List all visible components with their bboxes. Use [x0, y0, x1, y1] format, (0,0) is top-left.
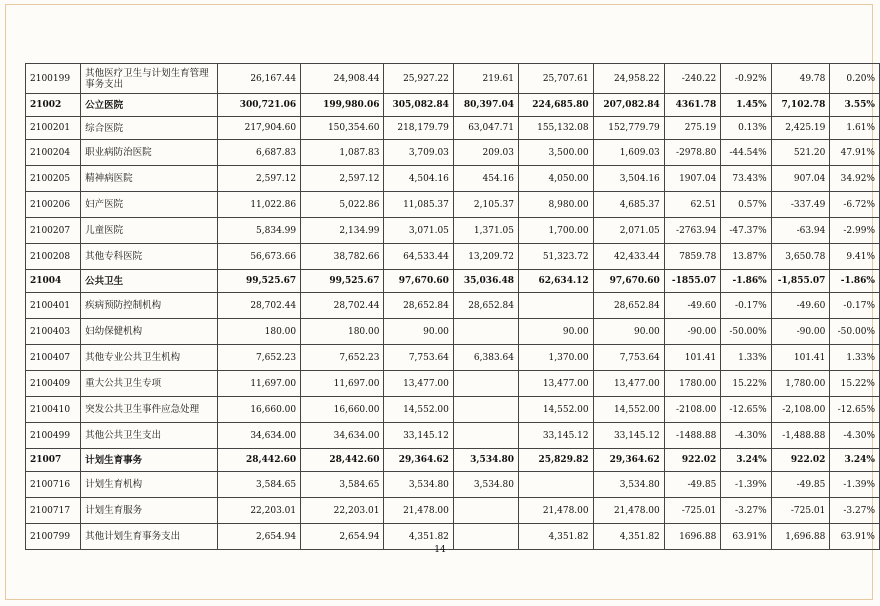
row-value-cell: 34,634.00: [217, 423, 300, 449]
row-value-cell: 1,609.03: [593, 140, 664, 166]
row-value-cell: 150,354.60: [301, 117, 384, 140]
table-row: [26, 166, 880, 192]
row-value-cell: -49.85: [664, 472, 721, 498]
row-name-cell: 其他公共卫生支出: [81, 423, 218, 449]
row-name-cell: 其他计划生育事务支出: [81, 524, 218, 550]
row-value-cell: 5,834.99: [217, 218, 300, 244]
row-value-cell: 13,477.00: [384, 371, 453, 397]
row-value-cell: -1.86%: [830, 270, 880, 293]
row-name-cell: 公立医院: [81, 94, 218, 117]
row-value-cell: [519, 293, 594, 319]
row-value-cell: 34.92%: [830, 166, 880, 192]
row-value-cell: 34,634.00: [301, 423, 384, 449]
table-row: [26, 345, 880, 371]
budget-table-body: [26, 64, 880, 550]
row-value-cell: 62,634.12: [519, 270, 594, 293]
row-value-cell: 3,534.80: [384, 472, 453, 498]
row-value-cell: 219.61: [453, 64, 518, 94]
row-value-cell: 4,685.37: [593, 192, 664, 218]
row-name-cell: 综合医院: [81, 117, 218, 140]
row-value-cell: 16,660.00: [217, 397, 300, 423]
row-name-cell: 重大公共卫生专项: [81, 371, 218, 397]
row-value-cell: 1.33%: [721, 345, 771, 371]
row-value-cell: 1,087.83: [301, 140, 384, 166]
row-value-cell: 2,071.05: [593, 218, 664, 244]
row-value-cell: 4,504.16: [384, 166, 453, 192]
row-value-cell: 25,707.61: [519, 64, 594, 94]
row-code-cell: 2100199: [26, 64, 81, 94]
row-value-cell: 33,145.12: [384, 423, 453, 449]
row-value-cell: 21,478.00: [593, 498, 664, 524]
row-value-cell: 15.22%: [721, 371, 771, 397]
row-value-cell: [453, 498, 518, 524]
row-value-cell: 305,082.84: [384, 94, 453, 117]
row-value-cell: 11,085.37: [384, 192, 453, 218]
row-value-cell: 3.55%: [830, 94, 880, 117]
row-code-cell: 21004: [26, 270, 81, 293]
row-name-cell: 职业病防治医院: [81, 140, 218, 166]
row-value-cell: 4,050.00: [519, 166, 594, 192]
row-value-cell: -1,855.07: [771, 270, 830, 293]
row-value-cell: 97,670.60: [384, 270, 453, 293]
row-value-cell: 3,500.00: [519, 140, 594, 166]
row-code-cell: 2100799: [26, 524, 81, 550]
row-name-cell: 计划生育机构: [81, 472, 218, 498]
row-value-cell: -12.65%: [830, 397, 880, 423]
row-code-cell: 2100499: [26, 423, 81, 449]
row-value-cell: 0.13%: [721, 117, 771, 140]
row-value-cell: 90.00: [384, 319, 453, 345]
row-value-cell: 922.02: [664, 449, 721, 472]
table-row: [26, 94, 880, 117]
row-value-cell: -1.39%: [721, 472, 771, 498]
row-name-cell: 其他医疗卫生与计划生育管理事务支出: [81, 64, 218, 94]
row-value-cell: 521.20: [771, 140, 830, 166]
row-value-cell: 25,927.22: [384, 64, 453, 94]
row-value-cell: 3,584.65: [217, 472, 300, 498]
row-value-cell: 1907.04: [664, 166, 721, 192]
row-value-cell: 907.04: [771, 166, 830, 192]
row-code-cell: 2100201: [26, 117, 81, 140]
row-value-cell: -49.85: [771, 472, 830, 498]
row-value-cell: 1780.00: [664, 371, 721, 397]
row-value-cell: 3,534.80: [593, 472, 664, 498]
row-value-cell: -47.37%: [721, 218, 771, 244]
row-value-cell: 29,364.62: [593, 449, 664, 472]
row-value-cell: -2108.00: [664, 397, 721, 423]
row-value-cell: 15.22%: [830, 371, 880, 397]
row-value-cell: 2,654.94: [301, 524, 384, 550]
row-value-cell: 35,036.48: [453, 270, 518, 293]
row-value-cell: 2,134.99: [301, 218, 384, 244]
row-value-cell: 38,782.66: [301, 244, 384, 270]
row-value-cell: -50.00%: [830, 319, 880, 345]
row-value-cell: 1,700.00: [519, 218, 594, 244]
row-value-cell: 47.91%: [830, 140, 880, 166]
row-value-cell: 224,685.80: [519, 94, 594, 117]
row-code-cell: 2100208: [26, 244, 81, 270]
row-value-cell: 22,203.01: [217, 498, 300, 524]
row-value-cell: 454.16: [453, 166, 518, 192]
row-value-cell: 28,702.44: [301, 293, 384, 319]
row-name-cell: 其他专科医院: [81, 244, 218, 270]
row-value-cell: 1,696.88: [771, 524, 830, 550]
row-value-cell: 3,071.05: [384, 218, 453, 244]
row-value-cell: 42,433.44: [593, 244, 664, 270]
row-code-cell: 2100207: [26, 218, 81, 244]
row-value-cell: -49.60: [664, 293, 721, 319]
row-name-cell: 妇产医院: [81, 192, 218, 218]
row-code-cell: 2100716: [26, 472, 81, 498]
row-value-cell: 28,652.84: [453, 293, 518, 319]
row-value-cell: -725.01: [664, 498, 721, 524]
row-value-cell: 199,980.06: [301, 94, 384, 117]
row-value-cell: 4,351.82: [519, 524, 594, 550]
row-value-cell: -0.17%: [721, 293, 771, 319]
row-value-cell: -2763.94: [664, 218, 721, 244]
row-value-cell: 28,442.60: [217, 449, 300, 472]
row-code-cell: 2100205: [26, 166, 81, 192]
row-value-cell: 6,687.83: [217, 140, 300, 166]
row-value-cell: 51,323.72: [519, 244, 594, 270]
row-value-cell: -3.27%: [830, 498, 880, 524]
row-value-cell: 3.24%: [830, 449, 880, 472]
row-value-cell: 26,167.44: [217, 64, 300, 94]
row-value-cell: 7,102.78: [771, 94, 830, 117]
row-value-cell: 7,652.23: [301, 345, 384, 371]
row-value-cell: 180.00: [217, 319, 300, 345]
row-value-cell: 1,780.00: [771, 371, 830, 397]
row-value-cell: 101.41: [771, 345, 830, 371]
row-value-cell: 3.24%: [721, 449, 771, 472]
row-value-cell: -1,488.88: [771, 423, 830, 449]
row-value-cell: 207,082.84: [593, 94, 664, 117]
row-value-cell: 11,022.86: [217, 192, 300, 218]
row-value-cell: 22,203.01: [301, 498, 384, 524]
table-row: [26, 423, 880, 449]
table-row: [26, 64, 880, 94]
row-value-cell: -1488.88: [664, 423, 721, 449]
row-value-cell: -50.00%: [721, 319, 771, 345]
row-value-cell: 33,145.12: [593, 423, 664, 449]
row-value-cell: 99,525.67: [217, 270, 300, 293]
row-name-cell: 疾病预防控制机构: [81, 293, 218, 319]
row-value-cell: 25,829.82: [519, 449, 594, 472]
row-value-cell: 8,980.00: [519, 192, 594, 218]
row-value-cell: 13,209.72: [453, 244, 518, 270]
row-value-cell: 6,383.64: [453, 345, 518, 371]
row-value-cell: 28,702.44: [217, 293, 300, 319]
row-value-cell: 24,958.22: [593, 64, 664, 94]
row-code-cell: 2100409: [26, 371, 81, 397]
row-value-cell: 1.61%: [830, 117, 880, 140]
row-value-cell: 14,552.00: [384, 397, 453, 423]
row-value-cell: 2,654.94: [217, 524, 300, 550]
row-name-cell: 突发公共卫生事件应急处理: [81, 397, 218, 423]
table-row: [26, 472, 880, 498]
row-value-cell: -44.54%: [721, 140, 771, 166]
table-row: [26, 192, 880, 218]
row-value-cell: 1696.88: [664, 524, 721, 550]
row-value-cell: -12.65%: [721, 397, 771, 423]
row-value-cell: 3,650.78: [771, 244, 830, 270]
row-value-cell: 3,534.80: [453, 472, 518, 498]
row-value-cell: 2,597.12: [301, 166, 384, 192]
row-value-cell: 63.91%: [721, 524, 771, 550]
row-value-cell: 3,534.80: [453, 449, 518, 472]
row-value-cell: -2978.80: [664, 140, 721, 166]
row-value-cell: 28,652.84: [384, 293, 453, 319]
row-value-cell: -63.94: [771, 218, 830, 244]
row-value-cell: 9.41%: [830, 244, 880, 270]
row-value-cell: 3,584.65: [301, 472, 384, 498]
row-value-cell: -90.00: [771, 319, 830, 345]
row-name-cell: 精神病医院: [81, 166, 218, 192]
row-value-cell: -90.00: [664, 319, 721, 345]
row-value-cell: -1.86%: [721, 270, 771, 293]
table-row: [26, 218, 880, 244]
row-name-cell: 计划生育服务: [81, 498, 218, 524]
table-row: [26, 371, 880, 397]
row-value-cell: 3,709.03: [384, 140, 453, 166]
table-row: [26, 140, 880, 166]
row-value-cell: -0.17%: [830, 293, 880, 319]
row-value-cell: 1,370.00: [519, 345, 594, 371]
row-value-cell: -725.01: [771, 498, 830, 524]
row-value-cell: 13,477.00: [593, 371, 664, 397]
row-value-cell: 29,364.62: [384, 449, 453, 472]
budget-table: [25, 63, 880, 550]
row-value-cell: 1.45%: [721, 94, 771, 117]
row-value-cell: 209.03: [453, 140, 518, 166]
row-value-cell: -1.39%: [830, 472, 880, 498]
row-value-cell: 3,504.16: [593, 166, 664, 192]
row-code-cell: 2100410: [26, 397, 81, 423]
table-row: [26, 244, 880, 270]
row-value-cell: -3.27%: [721, 498, 771, 524]
row-value-cell: 13.87%: [721, 244, 771, 270]
row-value-cell: 4,351.82: [593, 524, 664, 550]
row-code-cell: 2100204: [26, 140, 81, 166]
row-value-cell: -2.99%: [830, 218, 880, 244]
row-value-cell: -337.49: [771, 192, 830, 218]
row-value-cell: 28,442.60: [301, 449, 384, 472]
row-code-cell: 21002: [26, 94, 81, 117]
table-row: [26, 117, 880, 140]
row-value-cell: 300,721.06: [217, 94, 300, 117]
row-value-cell: 2,425.19: [771, 117, 830, 140]
row-value-cell: -1855.07: [664, 270, 721, 293]
row-value-cell: 4361.78: [664, 94, 721, 117]
row-value-cell: 14,552.00: [519, 397, 594, 423]
row-value-cell: 922.02: [771, 449, 830, 472]
row-value-cell: 63.91%: [830, 524, 880, 550]
row-value-cell: [453, 423, 518, 449]
row-value-cell: [519, 472, 594, 498]
row-value-cell: 63,047.71: [453, 117, 518, 140]
row-value-cell: 80,397.04: [453, 94, 518, 117]
row-value-cell: 90.00: [593, 319, 664, 345]
row-value-cell: -0.92%: [721, 64, 771, 94]
row-name-cell: 妇幼保健机构: [81, 319, 218, 345]
row-name-cell: 计划生育事务: [81, 449, 218, 472]
row-value-cell: 7859.78: [664, 244, 721, 270]
row-value-cell: 218,179.79: [384, 117, 453, 140]
row-value-cell: 7,652.23: [217, 345, 300, 371]
row-value-cell: [453, 397, 518, 423]
row-name-cell: 儿童医院: [81, 218, 218, 244]
row-value-cell: 2,597.12: [217, 166, 300, 192]
table-row: [26, 449, 880, 472]
row-value-cell: [453, 319, 518, 345]
row-value-cell: 2,105.37: [453, 192, 518, 218]
row-value-cell: 21,478.00: [384, 498, 453, 524]
row-code-cell: 2100407: [26, 345, 81, 371]
row-value-cell: 97,670.60: [593, 270, 664, 293]
row-value-cell: 14,552.00: [593, 397, 664, 423]
row-value-cell: 33,145.12: [519, 423, 594, 449]
row-value-cell: 5,022.86: [301, 192, 384, 218]
row-value-cell: 0.57%: [721, 192, 771, 218]
row-value-cell: 62.51: [664, 192, 721, 218]
table-row: [26, 293, 880, 319]
row-value-cell: 90.00: [519, 319, 594, 345]
row-value-cell: 7,753.64: [384, 345, 453, 371]
row-value-cell: 217,904.60: [217, 117, 300, 140]
row-value-cell: 13,477.00: [519, 371, 594, 397]
row-value-cell: 101.41: [664, 345, 721, 371]
row-value-cell: 180.00: [301, 319, 384, 345]
row-value-cell: 152,779.79: [593, 117, 664, 140]
row-value-cell: 16,660.00: [301, 397, 384, 423]
row-value-cell: 24,908.44: [301, 64, 384, 94]
row-code-cell: 21007: [26, 449, 81, 472]
row-value-cell: 7,753.64: [593, 345, 664, 371]
row-value-cell: 99,525.67: [301, 270, 384, 293]
row-value-cell: 73.43%: [721, 166, 771, 192]
row-value-cell: 11,697.00: [217, 371, 300, 397]
row-name-cell: 公共卫生: [81, 270, 218, 293]
row-value-cell: -4.30%: [830, 423, 880, 449]
table-row: [26, 397, 880, 423]
row-value-cell: 4,351.82: [384, 524, 453, 550]
row-value-cell: 155,132.08: [519, 117, 594, 140]
row-value-cell: 21,478.00: [519, 498, 594, 524]
page-number: 14: [434, 545, 446, 555]
row-value-cell: -2,108.00: [771, 397, 830, 423]
row-value-cell: 1,371.05: [453, 218, 518, 244]
table-row: [26, 319, 880, 345]
row-value-cell: -6.72%: [830, 192, 880, 218]
row-value-cell: 275.19: [664, 117, 721, 140]
table-row: [26, 270, 880, 293]
row-value-cell: 49.78: [771, 64, 830, 94]
row-code-cell: 2100403: [26, 319, 81, 345]
row-name-cell: 其他专业公共卫生机构: [81, 345, 218, 371]
row-value-cell: 1.33%: [830, 345, 880, 371]
table-row: [26, 498, 880, 524]
row-code-cell: 2100206: [26, 192, 81, 218]
row-value-cell: 28,652.84: [593, 293, 664, 319]
row-value-cell: [453, 371, 518, 397]
row-value-cell: 56,673.66: [217, 244, 300, 270]
row-value-cell: -4.30%: [721, 423, 771, 449]
row-value-cell: 11,697.00: [301, 371, 384, 397]
row-value-cell: 0.20%: [830, 64, 880, 94]
row-code-cell: 2100401: [26, 293, 81, 319]
row-value-cell: 64,533.44: [384, 244, 453, 270]
row-value-cell: -240.22: [664, 64, 721, 94]
row-code-cell: 2100717: [26, 498, 81, 524]
row-value-cell: -49.60: [771, 293, 830, 319]
